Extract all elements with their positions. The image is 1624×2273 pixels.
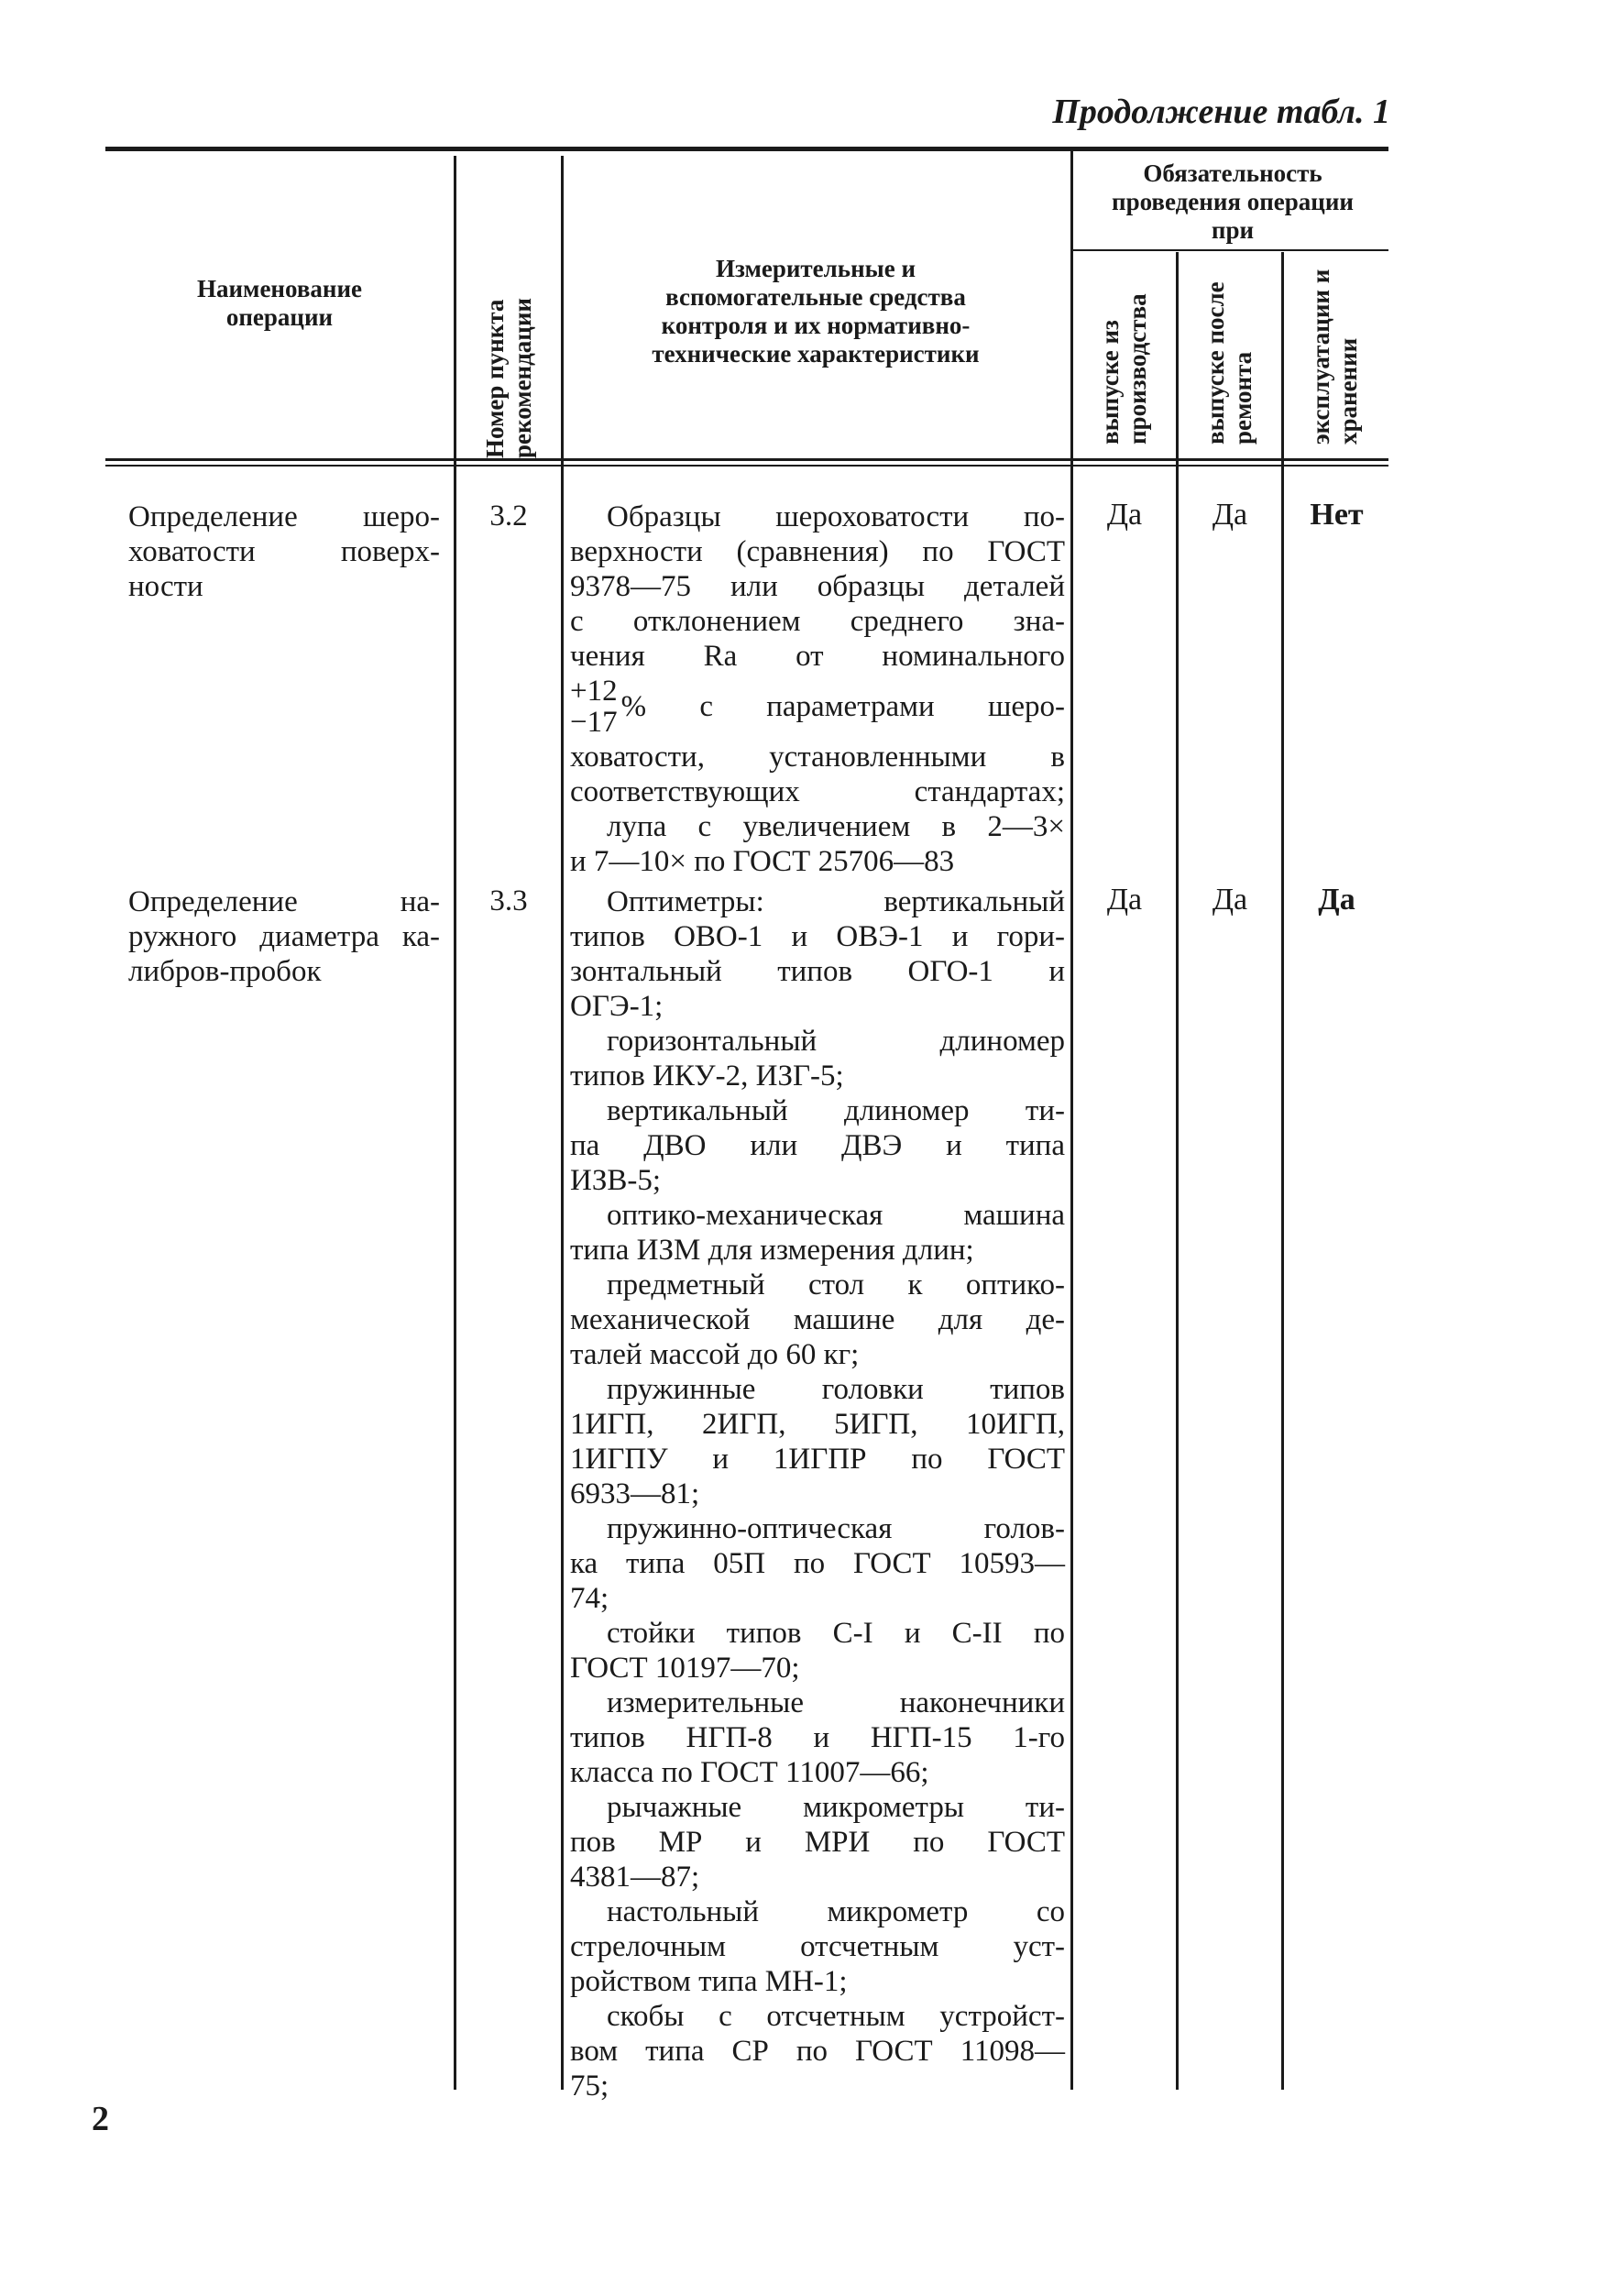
instrument-line: вом типа СР по ГОСТ 11098— [570, 2035, 1065, 2068]
instrument-line: 74; [570, 1582, 609, 1615]
header-bottom-rule [105, 458, 1388, 461]
column-divider-5 [1281, 252, 1284, 2090]
instrument-line: измерительные наконечники [607, 1686, 1065, 1719]
column-divider-2 [561, 156, 564, 2090]
page-number: 2 [92, 2100, 109, 2138]
row1-point-number: 3.2 [489, 500, 528, 533]
row1-instruments: Образцы шероховатости по- верхности (сравнения) по ГОСТ 9378—75 или образцы деталей с отклонением среднего зна- чения Ra от номинального +12 −17 % с параметрами шеро- ховатости, установленными в соответствующих стандартах; лупа с увеличением в 2—3× и 7—10× по ГОСТ 25706—83 [570, 500, 1065, 878]
instrument-line: ройством типа МН-1; [570, 1965, 848, 1998]
instrument-line: горизонтальный длиномер [607, 1025, 1065, 1058]
row2-point-number: 3.3 [489, 884, 528, 917]
instrument-line: вертикальный длиномер ти- [607, 1094, 1065, 1127]
instrument-line: ГОСТ 10197—70; [570, 1652, 800, 1685]
instrument-line: ка типа 05П по ГОСТ 10593— [570, 1547, 1065, 1580]
row1-storage-mark: Нет [1310, 498, 1364, 532]
instrument-line: класса по ГОСТ 11007—66; [570, 1756, 929, 1789]
column-divider-4 [1176, 252, 1179, 2090]
continuation-label: Продолжение табл. 1 [1052, 93, 1390, 131]
row2-repair-mark: Да [1212, 883, 1248, 917]
header-operation-name: Наименование операции [197, 275, 362, 331]
instrument-line: настольный микрометр со [607, 1895, 1065, 1928]
instrument-line: талей массой до 60 кг; [570, 1338, 860, 1371]
instrument-line: оптико-механическая машина [607, 1199, 1065, 1232]
row2-operation-name: Определение на- ружного диаметра ка- либров-пробок [128, 885, 440, 988]
instrument-line: пружинные головки типов [607, 1373, 1065, 1406]
instrument-line: пов МР и МРИ по ГОСТ [570, 1826, 1065, 1859]
instrument-line: типов ОВО-1 и ОВЭ-1 и гори- [570, 920, 1065, 953]
instrument-line: зонтальный типов ОГО-1 и [570, 955, 1065, 988]
instrument-line: 75; [570, 2070, 609, 2103]
instrument-line: пружинно-оптическая голов- [607, 1512, 1065, 1545]
instrument-line: типов НГП-8 и НГП-15 1-го [570, 1721, 1065, 1754]
instrument-line: типов ИКУ-2, ИЗГ-5; [570, 1060, 844, 1093]
instrument-line: 1ИГПУ и 1ИГПР по ГОСТ [570, 1443, 1065, 1476]
row1-repair-mark: Да [1212, 498, 1248, 532]
header-instruments: Измерительные и вспомогательные средства контроля и их нормативно-технические характеристики [652, 255, 980, 368]
instrument-line: 6933—81; [570, 1477, 700, 1510]
row2-storage-mark: Да [1318, 883, 1355, 917]
instrument-line: типа ИЗМ для измерения длин; [570, 1234, 974, 1267]
row1-operation-name: Определение шеро- ховатости поверх- ности [128, 500, 440, 603]
header-bottom-rule-2 [105, 465, 1388, 467]
instrument-line: па ДВО или ДВЭ и типа [570, 1129, 1065, 1162]
instrument-line: стойки типов С-I и С-II по [607, 1617, 1065, 1650]
instrument-line: ИЗВ-5; [570, 1164, 662, 1197]
tolerance-line: +12 −17 % с параметрами шеро- [570, 675, 1065, 739]
instrument-line: 4381—87; [570, 1861, 700, 1894]
header-operation-storage: эксплуатации и хранении [1307, 269, 1362, 445]
instrument-line: механической машине для де- [570, 1303, 1065, 1336]
row1-production-mark: Да [1106, 498, 1143, 532]
instrument-line: стрелочным отсчетным уст- [570, 1930, 1065, 1963]
column-divider-1 [454, 156, 456, 2090]
instrument-line: рычажные микрометры ти- [607, 1791, 1065, 1824]
column-divider-3 [1070, 151, 1073, 2090]
instrument-line: предметный стол к оптико- [607, 1268, 1065, 1301]
instrument-line: скобы с отсчетным устройст- [607, 2000, 1065, 2033]
row2-production-mark: Да [1106, 883, 1143, 917]
row2-instruments [570, 884, 1065, 2103]
mandatory-header-rule [1072, 249, 1388, 251]
tolerance-fraction: +12 −17 [570, 675, 618, 739]
header-recommendation-number: Номер пункта рекомендации [481, 298, 536, 458]
instrument-line: ОГЭ-1; [570, 990, 664, 1023]
header-from-production: выпуске из производства [1096, 293, 1151, 445]
header-mandatory: Обязательность проведения операции при [1112, 159, 1354, 244]
header-after-repair: выпуске после ремонта [1202, 281, 1256, 445]
instrument-line: 1ИГП, 2ИГП, 5ИГП, 10ИГП, [570, 1408, 1065, 1441]
table-top-rule [105, 147, 1388, 151]
instrument-line: Оптиметры: вертикальный [607, 885, 1065, 918]
